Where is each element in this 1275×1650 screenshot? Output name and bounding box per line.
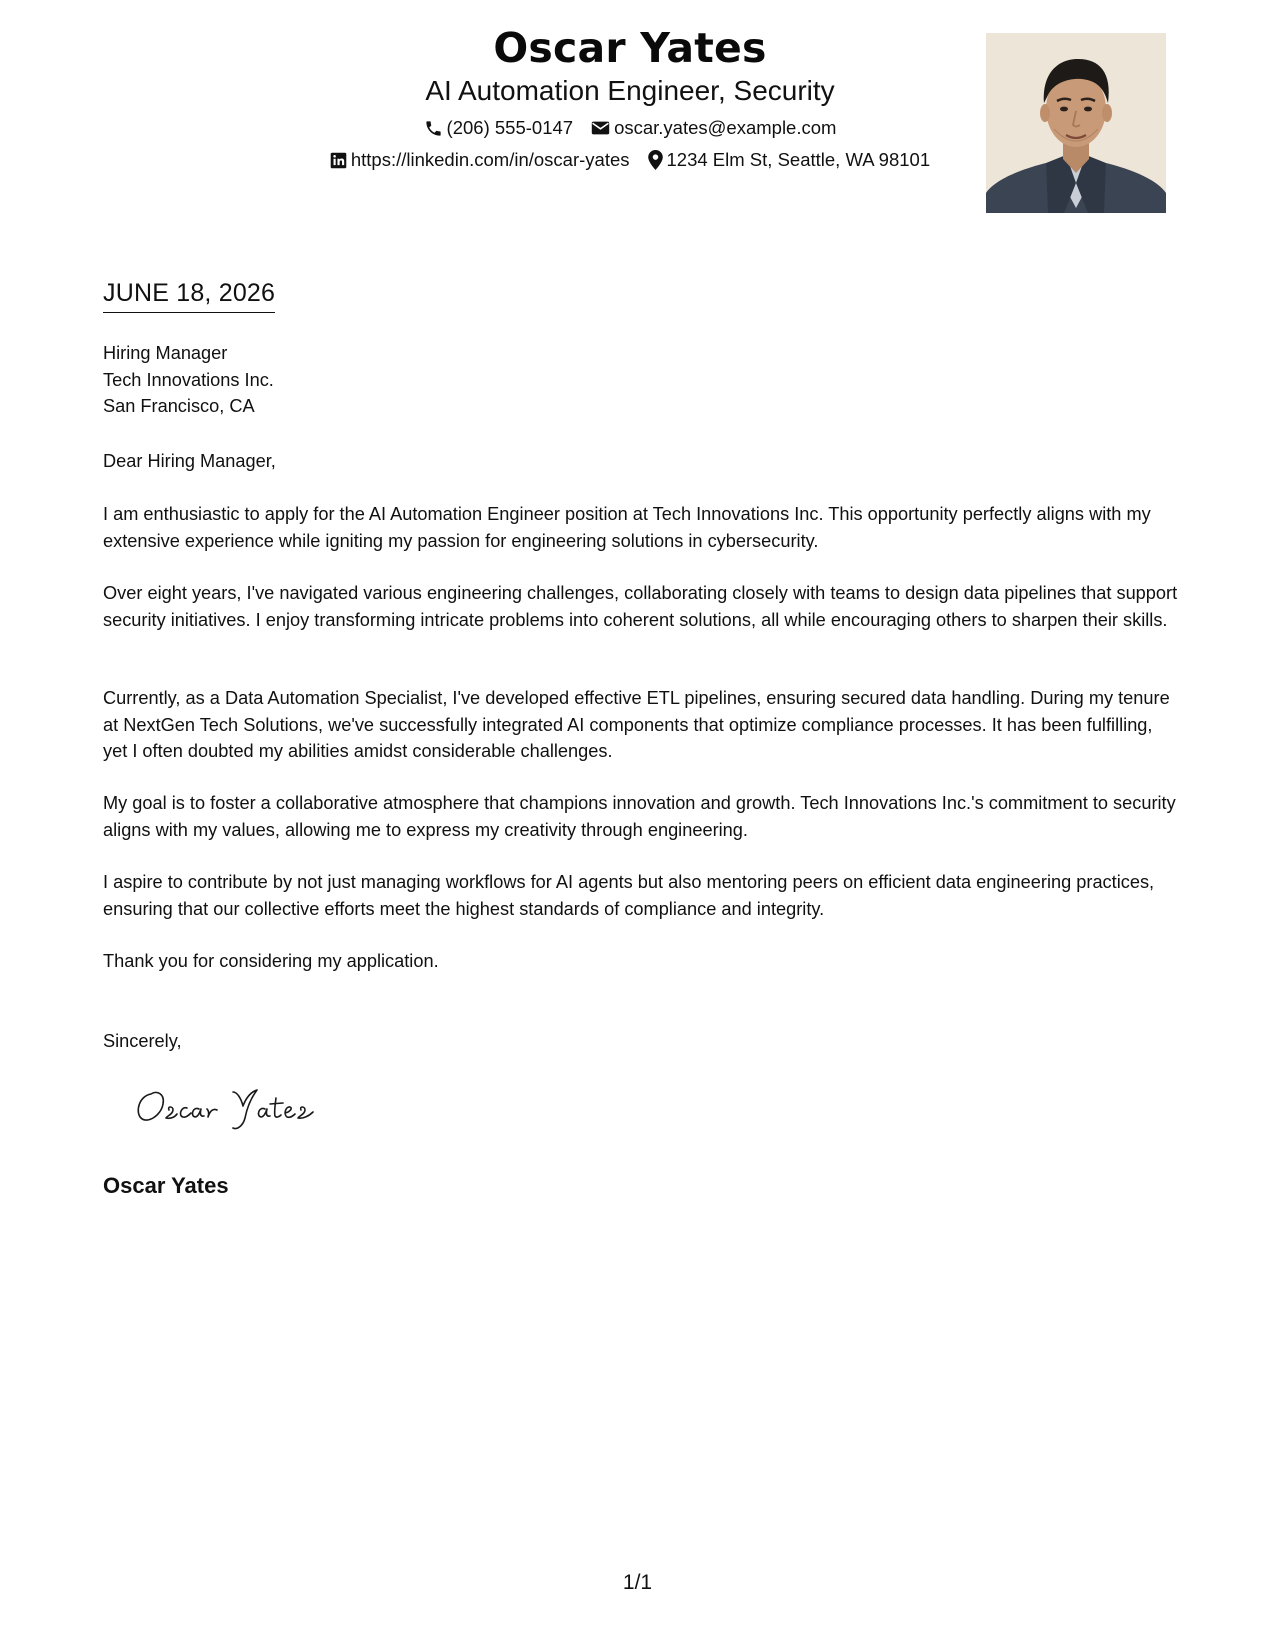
- contact-row-2: [230, 148, 1030, 172]
- email-contact: [591, 116, 836, 140]
- address-contact: [648, 148, 931, 172]
- handwritten-signature: [133, 1084, 343, 1134]
- phone-icon: [424, 119, 443, 138]
- body-paragraph-6: Thank you for considering my application.: [103, 951, 439, 971]
- body-paragraph-5: I aspire to contribute by not just managing workflows for AI agents but also mentoring peers on efficient data engineering practices, ensuring that our collective efforts meet the highest standards of compliance and integrity.: [103, 872, 1155, 919]
- letter-date: JUNE 18, 2026: [103, 278, 275, 313]
- body-paragraph-1: I am enthusiastic to apply for the AI Automation Engineer position at Tech Innovations Inc. This opportunity perfectly aligns with my extensive experience while igniting my passion for engineering solutions in cybersecurity.: [103, 504, 1151, 551]
- linkedin-url[interactable]: https://linkedin.com/in/oscar-yates: [350, 149, 630, 170]
- signature-icon: [133, 1084, 343, 1134]
- applicant-name: Oscar Yates: [493, 24, 767, 72]
- contact-row-1: [230, 116, 1030, 140]
- body-paragraph-2: Over eight years, I've navigated various engineering challenges, collaborating closely with teams to design data pipelines that support security initiatives. I enjoy transforming intricate problems into coherent solutions, all while encouraging others to sharpen their skills.: [103, 583, 1178, 630]
- phone-contact: [424, 116, 574, 140]
- salutation: Dear Hiring Manager,: [103, 451, 276, 471]
- linkedin-icon: [330, 152, 347, 169]
- profile-photo: [986, 33, 1166, 213]
- recipient-location: San Francisco, CA: [103, 396, 255, 416]
- map-pin-icon: [648, 150, 663, 170]
- email-address[interactable]: oscar.yates@example.com: [614, 117, 837, 138]
- closing: Sincerely,: [103, 1031, 182, 1051]
- body-paragraph-3: Currently, as a Data Automation Specialist, I've developed effective ETL pipelines, ensuring secured data handling. During my tenure at NextGen Tech Solutions, we've successfully integrated AI components that optimize compliance processes. It has been fulfilling, yet I often doubted my abilities amidst considerable challenges.: [103, 688, 1170, 761]
- envelope-icon: [591, 120, 610, 136]
- header-info: [230, 22, 1030, 172]
- street-address: 1234 Elm St, Seattle, WA 98101: [666, 149, 931, 170]
- body-paragraph-4: My goal is to foster a collaborative atmosphere that champions innovation and growth. Tech Innovations Inc.'s commitment to security aligns with my values, allowing me to express my creativity through engineering.: [103, 793, 1176, 840]
- job-title: AI Automation Engineer, Security: [425, 75, 835, 106]
- signer-name: Oscar Yates: [103, 1173, 229, 1198]
- recipient-title: Hiring Manager: [103, 343, 228, 363]
- linkedin-contact: [330, 148, 630, 172]
- header: [0, 22, 1275, 222]
- recipient-block: [103, 340, 274, 420]
- recipient-company: Tech Innovations Inc.: [103, 369, 274, 390]
- page-number: 1/1: [622, 1571, 653, 1594]
- person-portrait-icon: [986, 33, 1166, 213]
- phone-number[interactable]: (206) 555-0147: [446, 117, 574, 138]
